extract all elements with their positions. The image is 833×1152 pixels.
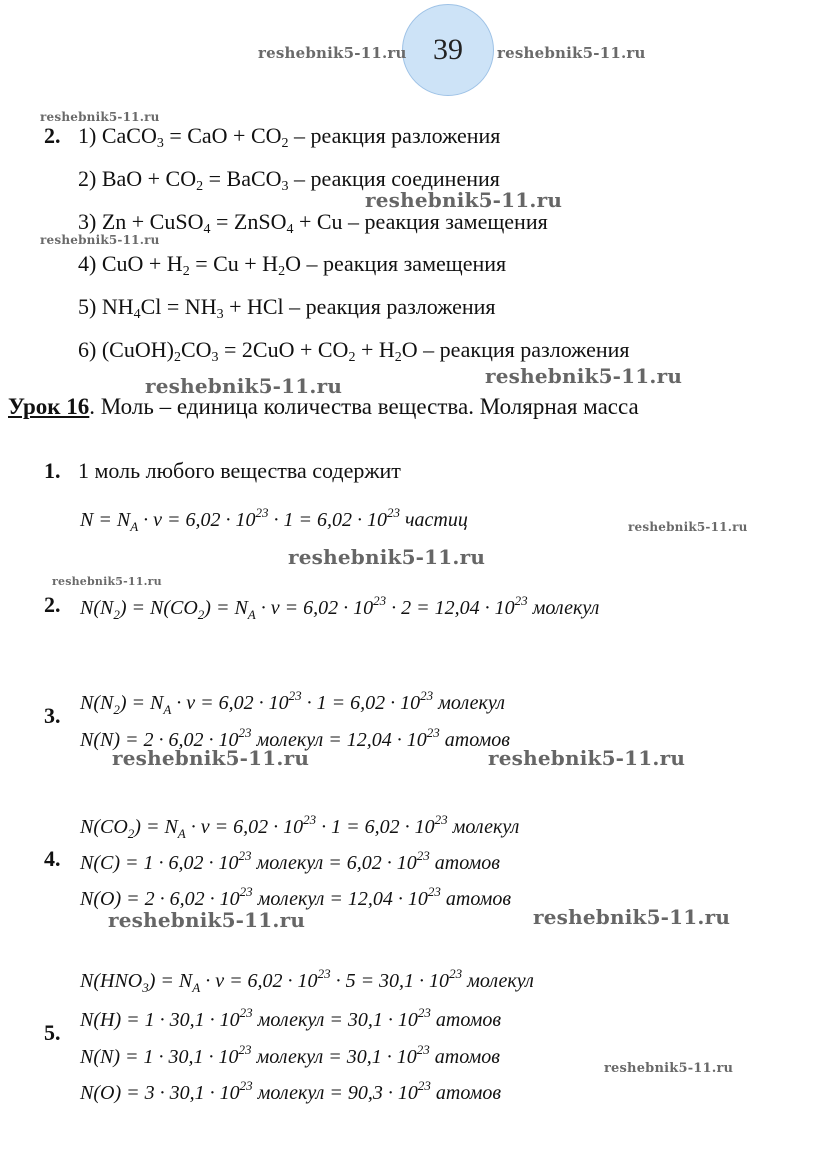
task4-formula-line-3: $N(O) = 2 \cdot 6,02 \cdot 10^{23}$ молекул = $12,04 \cdot 10^{23}$ атомов	[80, 884, 512, 910]
task-number: 4.	[44, 846, 61, 871]
watermark: reshebnik5-11.ru	[40, 110, 160, 124]
reaction-1: 1) CaCO$_3$ = CaO + $CO_2$ – реакция разложения	[78, 123, 501, 151]
watermark: reshebnik5-11.ru	[145, 374, 343, 398]
task-number: 2.	[44, 592, 61, 617]
watermark: reshebnik5-11.ru	[288, 545, 486, 569]
reaction-2: 2) BaO + $CO_2$ = BaCO$_3$ – реакция соединения	[78, 166, 500, 194]
watermark: reshebnik5-11.ru	[52, 575, 162, 588]
reaction-3: 3) Zn + CuSO$_4$ = ZnSO$_4$ + Cu – реакция замещения	[78, 209, 548, 237]
task3-formula-line-2: $N(N) = 2 \cdot 6,02 \cdot 10^{23}$ молекул = $12,04 \cdot 10^{23}$ атомов	[80, 725, 510, 751]
page-number: 39	[433, 33, 463, 66]
task3-formula-line-1: $N(N_2) = N_A \cdot \nu = 6,02 \cdot 10^{23} \cdot 1 = 6,02 \cdot 10^{23}$ молекул	[80, 688, 505, 717]
task2-formula: $N(N_2) = N(CO_2) = N_A \cdot \nu = 6,02 \cdot 10^{23} \cdot 2 = 12,04 \cdot 10^{23}$ молекул	[80, 593, 600, 622]
task-number: 5.	[44, 1020, 61, 1045]
task4-formula-line-2: $N(C) = 1 \cdot 6,02 \cdot 10^{23}$ молекул = $6,02 \cdot 10^{23}$ атомов	[80, 848, 500, 874]
watermark: reshebnik5-11.ru	[485, 364, 683, 388]
task-number: 2.	[44, 123, 61, 148]
reaction-4: 4) CuO + $H_2 = Cu + H_2O$ – реакция замещения	[78, 251, 507, 279]
task4-formula-line-1: $N(CO_2) = N_A \cdot \nu = 6,02 \cdot 10^{23} \cdot 1 = 6,02 \cdot 10^{23}$ молекул	[80, 812, 520, 841]
watermark: reshebnik5-11.ru	[40, 233, 160, 247]
watermark-header-left: reshebnik5-11.ru	[258, 44, 407, 62]
task1-intro: 1 моль любого вещества содержит	[78, 458, 401, 483]
task-number: 3.	[44, 703, 61, 728]
task5-formula-line-3: $N(N) = 1 \cdot 30,1 \cdot 10^{23}$ молекул = $30,1 \cdot 10^{23}$ атомов	[80, 1042, 500, 1068]
page-number-badge	[402, 4, 494, 96]
watermark: reshebnik5-11.ru	[488, 746, 686, 770]
reaction-5: 5) $NH_4Cl = NH_3$ + HCl – реакция разложения	[78, 294, 496, 322]
watermark: reshebnik5-11.ru	[533, 905, 731, 929]
task5-formula-line-2: $N(H) = 1 \cdot 30,1 \cdot 10^{23}$ молекул = $30,1 \cdot 10^{23}$ атомов	[80, 1005, 502, 1031]
watermark: reshebnik5-11.ru	[604, 1061, 734, 1076]
watermark: reshebnik5-11.ru	[628, 520, 748, 534]
lesson-title: . Моль – единица количества вещества. Молярная масса	[89, 394, 639, 419]
reaction-6: 6) $(CuOH)_2CO_3 = 2CuO + CO_2 + H_2O$ – реакция разложения	[78, 337, 630, 365]
watermark: reshebnik5-11.ru	[112, 746, 310, 770]
watermark: reshebnik5-11.ru	[365, 188, 563, 212]
watermark: reshebnik5-11.ru	[108, 908, 306, 932]
task-number: 1.	[44, 458, 61, 483]
task5-formula-line-4: $N(O) = 3 \cdot 30,1 \cdot 10^{23}$ молекул = $90,3 \cdot 10^{23}$ атомов	[80, 1078, 502, 1104]
task1-formula: $N = N_A \cdot \nu = 6,02 \cdot 10^{23} \cdot 1 = 6,02 \cdot 10^{23}$ частиц	[80, 505, 468, 534]
task5-formula-line-1: $N(HNO_3) = N_A \cdot \nu = 6,02 \cdot 10^{23} \cdot 5 = 30,1 \cdot 10^{23}$ молекул	[80, 966, 534, 995]
lesson-label: Урок 16	[8, 394, 90, 419]
watermark-header-right: reshebnik5-11.ru	[497, 44, 646, 62]
lesson-heading	[8, 394, 639, 420]
